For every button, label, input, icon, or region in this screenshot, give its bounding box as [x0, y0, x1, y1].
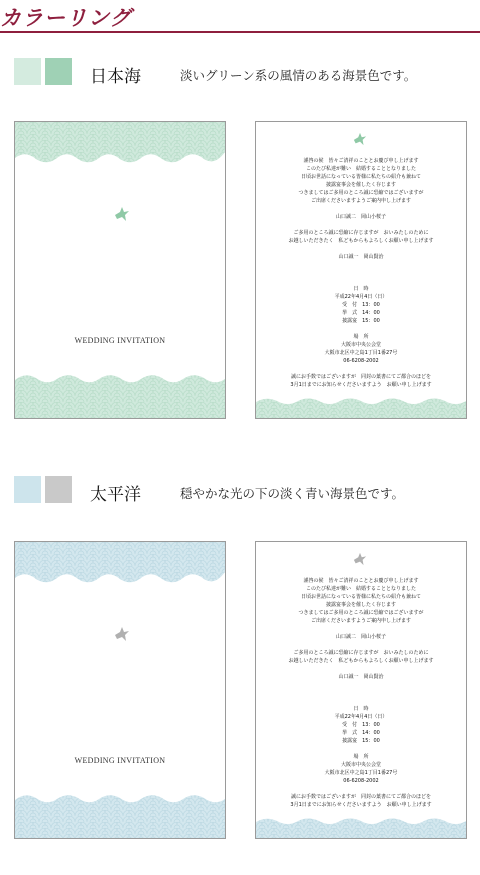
color-swatch-dark — [45, 58, 72, 85]
invitation-line — [256, 697, 466, 705]
invitation-line: 平成22年4月4日（日） — [334, 714, 388, 720]
scheme-description: 穏やかな光の下の淡く青い海景色です。 — [180, 486, 405, 501]
invitation-line: 06-6208-2002 — [343, 778, 379, 784]
invitation-line: 日 時 — [353, 706, 369, 712]
color-swatch-dark — [45, 476, 72, 503]
cover-card — [14, 121, 226, 419]
invitation-card — [255, 121, 467, 419]
invitation-line: つきましてはご多用のところ誠に恐縮ではございますが — [298, 190, 424, 196]
invitation-line: 謹啓の候 皆々ご清祥のこととお慶び申し上げます — [303, 158, 419, 164]
invitation-line: ご出席くださいますようご案内申し上げます — [310, 198, 411, 204]
invitation-line: このたび私達が難い 結婚することとなりました — [305, 586, 416, 592]
invitation-line — [256, 745, 466, 753]
section-header — [0, 0, 480, 34]
invitation-line — [256, 205, 466, 213]
invitation-line: 場 所 — [353, 334, 369, 340]
wave-bottom-pattern — [256, 396, 466, 418]
invitation-line: 3月1日までにお知らせくださいますよう お願い申し上げます — [290, 802, 432, 808]
invitation-line — [256, 245, 466, 253]
invitation-line: 挙 式 14：00 — [342, 730, 380, 736]
invitation-line: 大阪市中央公会堂 — [340, 342, 381, 348]
invitation-line: 披露宴 15：00 — [342, 738, 380, 744]
cover-title: WEDDING INVITATION — [74, 756, 166, 765]
invitation-line: 山口誠二 岡山小桜子 — [335, 634, 386, 640]
invitation-card — [255, 541, 467, 839]
invitation-line: 披露宴 15：00 — [342, 318, 380, 324]
invitation-line: 披露宴事会を催したく存じます — [325, 602, 396, 608]
invitation-line — [256, 261, 466, 269]
invitation-text — [256, 157, 466, 389]
wave-bottom-pattern — [15, 792, 225, 838]
dove-icon — [352, 552, 368, 566]
invitation-line — [256, 277, 466, 285]
invitation-line — [256, 641, 466, 649]
scheme-description: 淡いグリーン系の風情のある海景色です。 — [180, 68, 417, 83]
cover-title: WEDDING INVITATION — [74, 336, 166, 345]
invitation-line: 挙 式 14：00 — [342, 310, 380, 316]
scheme-name: 日本海 — [90, 67, 141, 87]
invitation-line — [256, 681, 466, 689]
invitation-line: 平成22年4月4日（日） — [334, 294, 388, 300]
invitation-line — [256, 325, 466, 333]
color-swatch-light — [14, 58, 41, 85]
cover-card — [14, 541, 226, 839]
dove-icon — [113, 206, 131, 222]
invitation-line — [256, 689, 466, 697]
invitation-line: 誠にお手数ではございますが 同封の葉書にてご都合のほどを — [290, 374, 431, 380]
dove-icon — [352, 132, 368, 146]
invitation-line: 大阪市北区中之島1丁目1番27号 — [324, 350, 398, 356]
wave-bottom-pattern — [256, 816, 466, 838]
invitation-line: ご出席くださいますようご案内申し上げます — [310, 618, 411, 624]
color-swatch-light — [14, 476, 41, 503]
invitation-line: 誠にお手数ではございますが 同封の葉書にてご都合のほどを — [290, 794, 431, 800]
invitation-line — [256, 785, 466, 793]
invitation-line: つきましてはご多用のところ誠に恐縮ではございますが — [298, 610, 424, 616]
invitation-line: 06-6208-2002 — [343, 358, 379, 364]
invitation-line: 日頃お世話になっている皆様に私たちの紹介も兼ねて — [301, 594, 421, 600]
invitation-line: 大阪市中央公会堂 — [340, 762, 381, 768]
dove-icon — [113, 626, 131, 642]
invitation-line: 日 時 — [353, 286, 369, 292]
invitation-line: ご多用のところ誠に恐縮に存じますが おいみたしのために — [293, 650, 429, 656]
invitation-line — [256, 625, 466, 633]
invitation-line: 受 付 13：00 — [342, 302, 380, 308]
invitation-line — [256, 665, 466, 673]
invitation-line — [256, 221, 466, 229]
invitation-line: 山口誠一 岡山賢治 — [338, 674, 384, 680]
wave-top-pattern — [15, 542, 225, 586]
header-divider — [0, 31, 480, 33]
invitation-line — [256, 269, 466, 277]
invitation-line: 大阪市北区中之島1丁目1番27号 — [324, 770, 398, 776]
invitation-line: ご多用のところ誠に恐縮に存じますが おいみたしのために — [293, 230, 429, 236]
invitation-line — [256, 365, 466, 373]
wave-bottom-pattern — [15, 372, 225, 418]
section-title: カラーリング — [0, 5, 132, 30]
invitation-line: 山口誠二 岡山小桜子 — [335, 214, 386, 220]
invitation-line: 山口誠一 岡山賢治 — [338, 254, 384, 260]
invitation-line: 受 付 13：00 — [342, 722, 380, 728]
wave-top-pattern — [15, 122, 225, 166]
invitation-text — [256, 577, 466, 809]
invitation-line: 謹啓の候 皆々ご清祥のこととお慶び申し上げます — [303, 578, 419, 584]
scheme-name: 太平洋 — [90, 485, 141, 505]
invitation-line: このたび私達が難い 結婚することとなりました — [305, 166, 416, 172]
invitation-line: 場 所 — [353, 754, 369, 760]
invitation-line: 披露宴事会を催したく存じます — [325, 182, 396, 188]
invitation-line: 日頃お世話になっている皆様に私たちの紹介も兼ねて — [301, 174, 421, 180]
invitation-line: お越しいただきたく 私どもからもよろしくお願い申し上げます — [288, 238, 434, 244]
invitation-line: 3月1日までにお知らせくださいますよう お願い申し上げます — [290, 382, 432, 388]
invitation-line: お越しいただきたく 私どもからもよろしくお願い申し上げます — [288, 658, 434, 664]
